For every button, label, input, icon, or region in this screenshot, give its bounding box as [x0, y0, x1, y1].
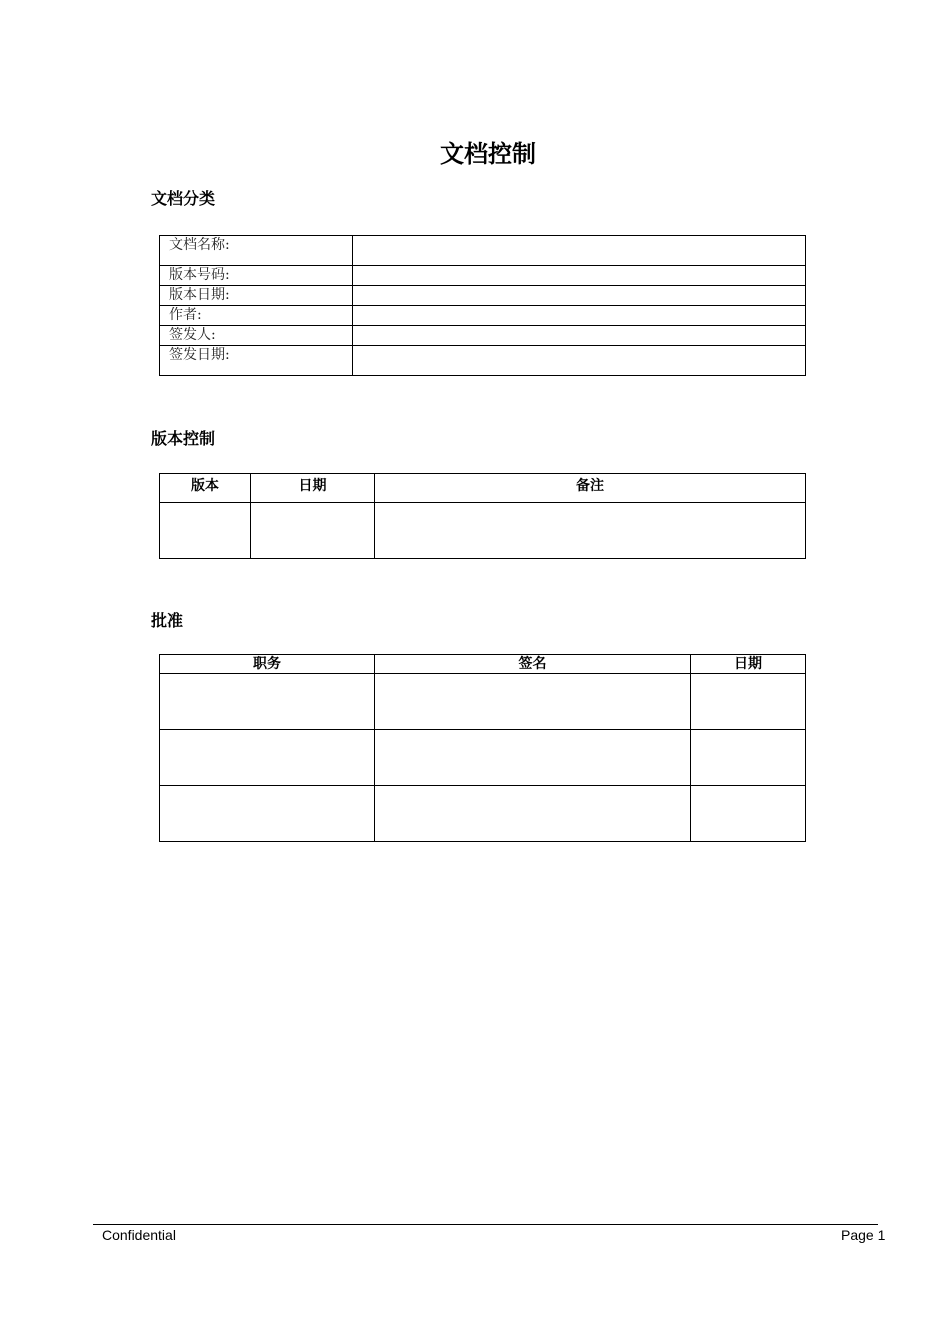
- column-header-date: 日期: [251, 474, 375, 503]
- version-cell[interactable]: [160, 503, 251, 559]
- column-header-position: 职务: [160, 655, 375, 674]
- position-cell[interactable]: [160, 786, 375, 842]
- position-cell[interactable]: [160, 674, 375, 730]
- field-label-issue-date: 签发日期:: [160, 346, 353, 376]
- date-cell[interactable]: [251, 503, 375, 559]
- approval-table: [159, 654, 806, 842]
- column-header-version: 版本: [160, 474, 251, 503]
- field-value-document-name[interactable]: [353, 236, 806, 266]
- signature-cell[interactable]: [375, 674, 691, 730]
- table-row: [160, 730, 806, 786]
- table-row: [160, 326, 806, 346]
- section-heading-version-control: 版本控制: [151, 429, 216, 448]
- table-row: [160, 786, 806, 842]
- field-label-author: 作者:: [160, 306, 353, 326]
- field-label-document-name: 文档名称:: [160, 236, 353, 266]
- signature-cell[interactable]: [375, 786, 691, 842]
- column-header-remarks: 备注: [375, 474, 806, 503]
- date-cell[interactable]: [691, 730, 806, 786]
- field-label-version-date: 版本日期:: [160, 286, 353, 306]
- table-header-row: [160, 655, 806, 674]
- section-heading-approval: 批准: [151, 611, 184, 630]
- field-value-issuer[interactable]: [353, 326, 806, 346]
- field-label-issuer: 签发人:: [160, 326, 353, 346]
- date-cell[interactable]: [691, 786, 806, 842]
- field-value-version-date[interactable]: [353, 286, 806, 306]
- remarks-cell[interactable]: [375, 503, 806, 559]
- section-heading-classification: 文档分类: [151, 189, 216, 208]
- table-row: [160, 503, 806, 559]
- table-row: [160, 346, 806, 376]
- version-control-table: [159, 473, 806, 559]
- table-header-row: [160, 474, 806, 503]
- date-cell[interactable]: [691, 674, 806, 730]
- document-title: 文档控制: [440, 140, 536, 168]
- footer-page-number: Page 1: [841, 1227, 886, 1243]
- position-cell[interactable]: [160, 730, 375, 786]
- table-row: [160, 674, 806, 730]
- classification-table: [159, 235, 806, 376]
- column-header-signature: 签名: [375, 655, 691, 674]
- table-row: [160, 236, 806, 266]
- table-row: [160, 266, 806, 286]
- table-row: [160, 306, 806, 326]
- table-row: [160, 286, 806, 306]
- field-value-author[interactable]: [353, 306, 806, 326]
- field-label-version-number: 版本号码:: [160, 266, 353, 286]
- footer-divider: [93, 1224, 878, 1225]
- field-value-version-number[interactable]: [353, 266, 806, 286]
- footer-confidential: Confidential: [102, 1227, 176, 1243]
- field-value-issue-date[interactable]: [353, 346, 806, 376]
- signature-cell[interactable]: [375, 730, 691, 786]
- column-header-date: 日期: [691, 655, 806, 674]
